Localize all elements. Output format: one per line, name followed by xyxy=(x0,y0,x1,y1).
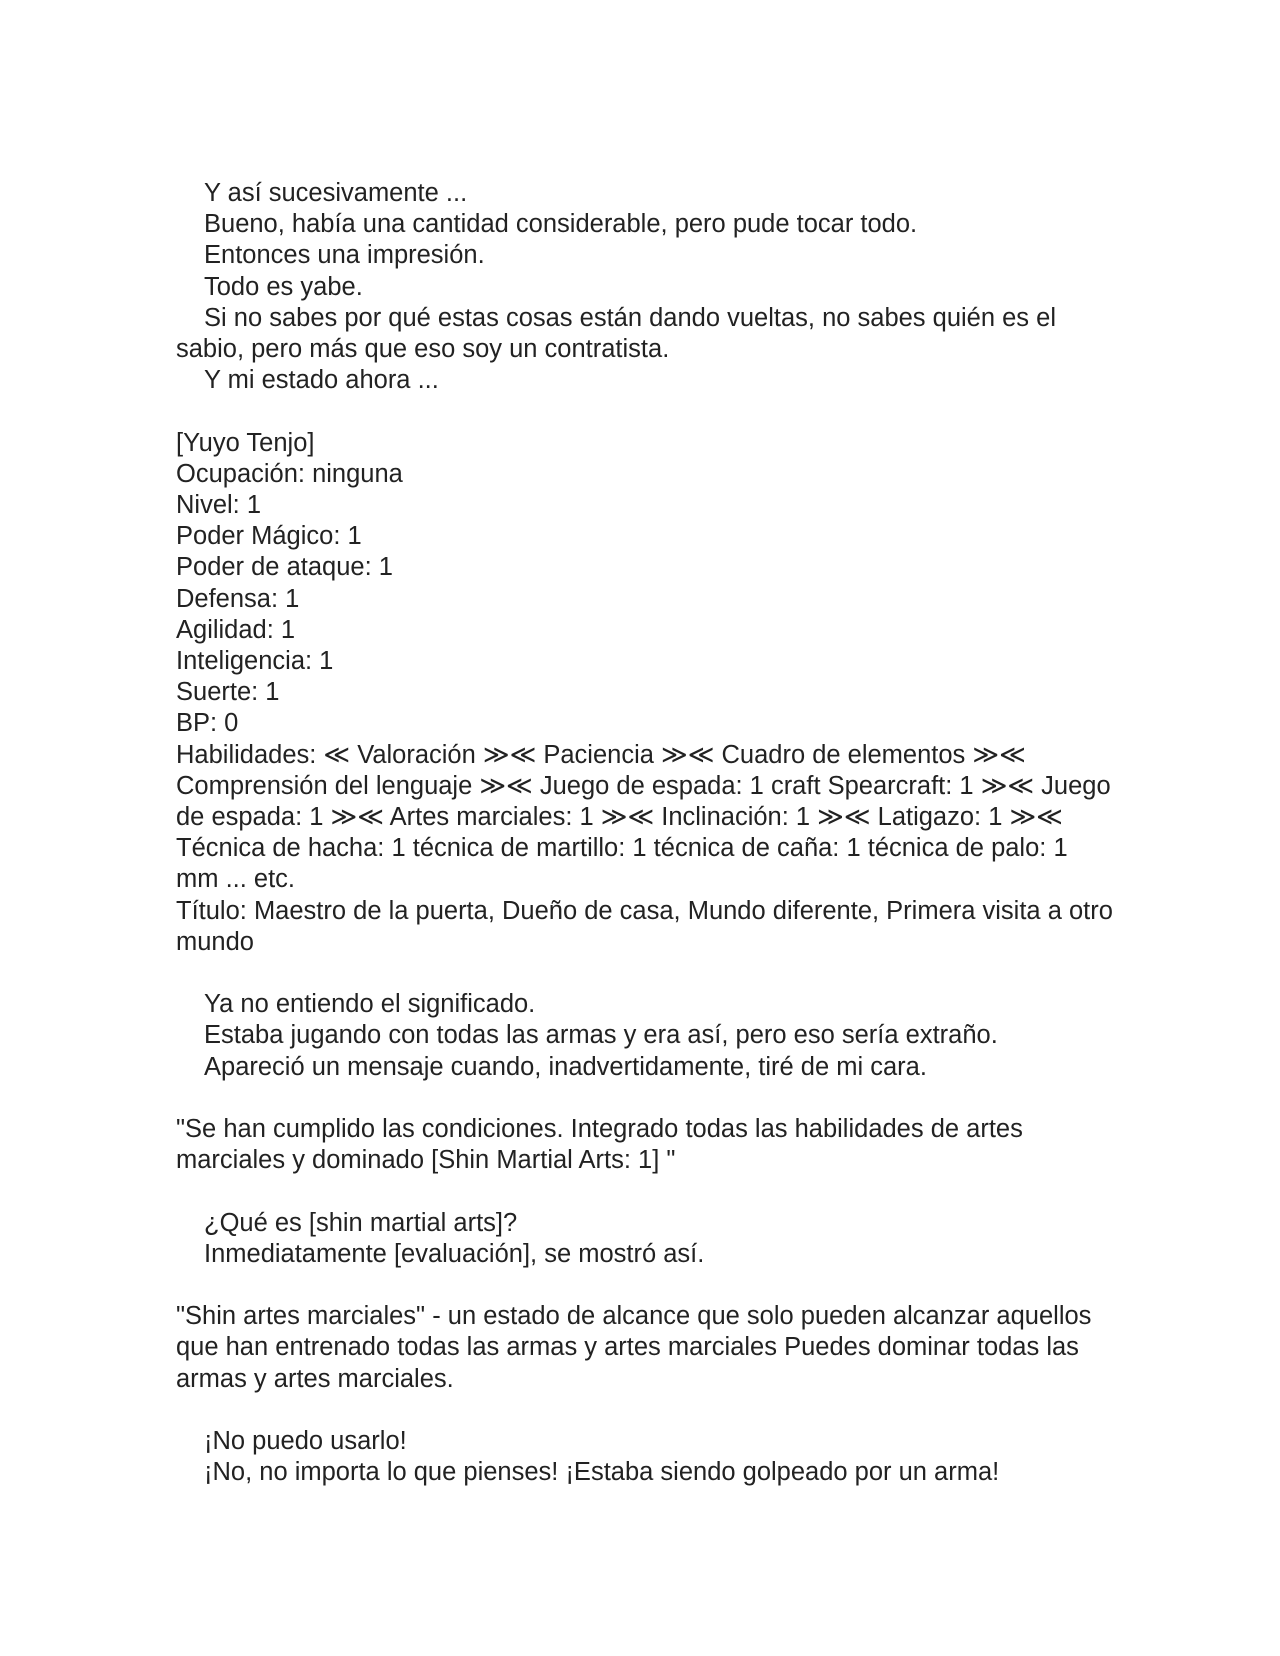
ending-section xyxy=(176,1426,1116,1488)
status-line: Ocupación: ninguna xyxy=(176,459,403,488)
status-line: Agilidad: 1 xyxy=(176,615,296,644)
paragraph: Y así sucesivamente ... xyxy=(204,179,468,207)
paragraph: ¡No, no importa lo que pienses! ¡Estaba siendo golpeado por un arma! xyxy=(204,1458,1000,1487)
blank-line xyxy=(176,1270,1116,1301)
paragraph: ¿Qué es [shin martial arts]? xyxy=(204,1208,518,1237)
paragraph: Todo es yabe. xyxy=(204,272,363,301)
status-line: BP: 0 xyxy=(176,709,239,738)
intro-section xyxy=(176,178,1116,396)
blank-line xyxy=(176,1395,1116,1426)
status-line: Nivel: 1 xyxy=(176,491,262,520)
status-name: [Yuyo Tenjo] xyxy=(176,428,315,457)
paragraph: Apareció un mensaje cuando, inadvertidamente, tiré de mi cara. xyxy=(204,1052,927,1081)
blank-line xyxy=(176,396,1116,427)
paragraph: ¡No puedo usarlo! xyxy=(204,1427,407,1456)
status-line: Poder de ataque: 1 xyxy=(176,553,393,582)
status-skills: Habilidades: ≪ Valoración ≫≪ Paciencia ≫≪ Cuadro de elementos ≫≪ Comprensión del lenguaje ≫≪ Juego de espada: 1 craft Spearcraft: 1 ≫≪ Juego de espada: 1 ≫≪ Artes marciales: 1 ≫≪ Inclinación: 1 ≫≪ Latigazo: 1 ≫≪ Técnica de hacha: 1 técnica de martillo: 1 técnica de caña: 1 técnica de palo: 1 mm ... etc. xyxy=(176,740,1111,894)
status-line: Inteligencia: 1 xyxy=(176,647,334,676)
system-message: "Se han cumplido las condiciones. Integrado todas las habilidades de artes marciales y dominado [Shin Martial Arts: 1] " xyxy=(176,1115,1023,1175)
blank-line xyxy=(176,958,1116,989)
paragraph: Si no sabes por qué estas cosas están dando vueltas, no sabes quién es el sabio, pero más que eso soy un contratista. xyxy=(176,303,1056,364)
paragraph: Entonces una impresión. xyxy=(204,241,485,270)
paragraph: Ya no entiendo el significado. xyxy=(204,990,536,1019)
skill-definition: "Shin artes marciales" - un estado de alcance que solo pueden alcanzar aquellos que han entrenado todas las armas y artes marciales Puedes dominar todas las armas y artes marciales. xyxy=(176,1302,1092,1393)
document-page xyxy=(176,178,1116,1488)
paragraph: Estaba jugando con todas las armas y era así, pero eso sería extraño. xyxy=(204,1021,998,1050)
question-section xyxy=(176,1208,1116,1270)
blank-line xyxy=(176,1083,1116,1114)
status-block xyxy=(176,428,1116,958)
paragraph: Y mi estado ahora ... xyxy=(204,366,439,395)
status-title: Título: Maestro de la puerta, Dueño de casa, Mundo diferente, Primera visita a otro mundo xyxy=(176,896,1113,956)
paragraph: Inmediatamente [evaluación], se mostró así. xyxy=(204,1239,705,1268)
status-line: Defensa: 1 xyxy=(176,584,300,613)
after-status-section xyxy=(176,989,1116,1083)
blank-line xyxy=(176,1176,1116,1207)
status-line: Poder Mágico: 1 xyxy=(176,522,362,551)
status-line: Suerte: 1 xyxy=(176,678,280,707)
paragraph: Bueno, había una cantidad considerable, pero pude tocar todo. xyxy=(204,210,918,239)
